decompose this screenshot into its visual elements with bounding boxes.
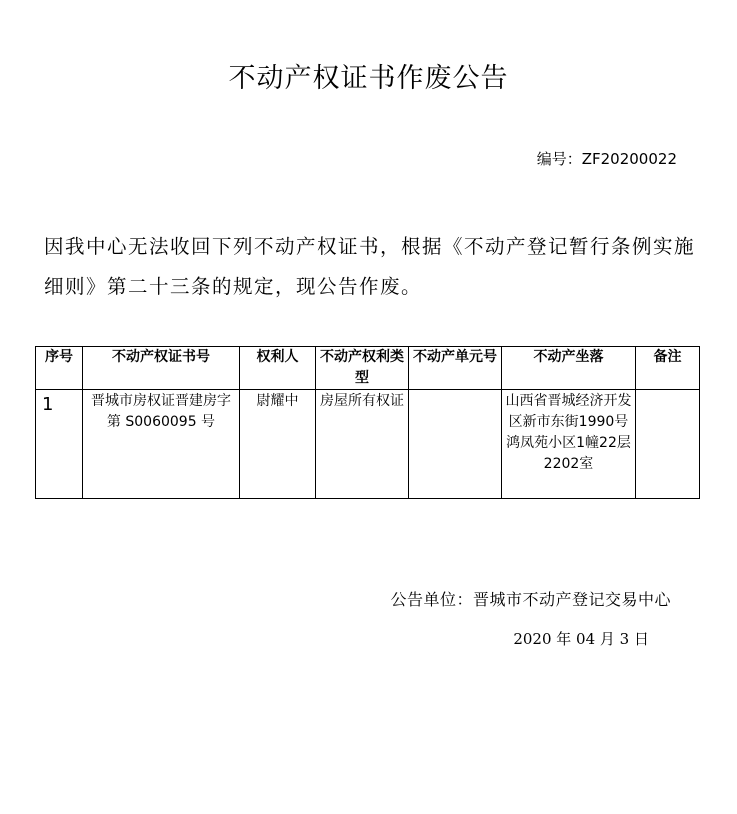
- header-holder: 权利人: [240, 347, 316, 390]
- header-cert-no: 不动产权证书号: [83, 347, 240, 390]
- document-number-label: 编号：: [536, 150, 582, 168]
- header-unit-no: 不动产单元号: [409, 347, 502, 390]
- notice-date: 2020 年 04 月 3 日: [513, 630, 649, 648]
- table-header-row: [36, 347, 700, 390]
- issuing-unit-label: 公告单位：: [390, 590, 473, 609]
- document-number: [537, 148, 677, 169]
- issuing-unit-name: 晋城市不动产登记交易中心: [472, 590, 671, 609]
- header-location: 不动产坐落: [502, 347, 636, 390]
- document-number-value: ZF20200022: [581, 150, 677, 168]
- cell-right-type: 房屋所有权证: [316, 390, 409, 499]
- cell-remark: [636, 390, 700, 499]
- header-seq: 序号: [36, 347, 83, 390]
- voided-certificates-table: [35, 346, 700, 499]
- issuing-unit: [390, 587, 671, 610]
- header-right-type: 不动产权利类型: [316, 347, 409, 390]
- cell-seq: 1: [36, 390, 83, 499]
- cell-cert-no: 晋城市房权证晋建房字第 S0060095 号: [83, 390, 240, 499]
- cell-unit-no: [409, 390, 502, 499]
- header-remark: 备注: [636, 347, 700, 390]
- notice-title: 不动产权证书作废公告: [228, 63, 509, 94]
- notice-body: 因我中心无法收回下列不动产权证书，根据《不动产登记暂行条例实施细则》第二十三条的规定，现公告作废。: [44, 235, 696, 298]
- table-row: [36, 390, 700, 499]
- cell-location: 山西省晋城经济开发区新市东街1990号鸿凤苑小区1幢22层2202室: [502, 390, 636, 499]
- cell-holder: 尉耀中: [240, 390, 316, 499]
